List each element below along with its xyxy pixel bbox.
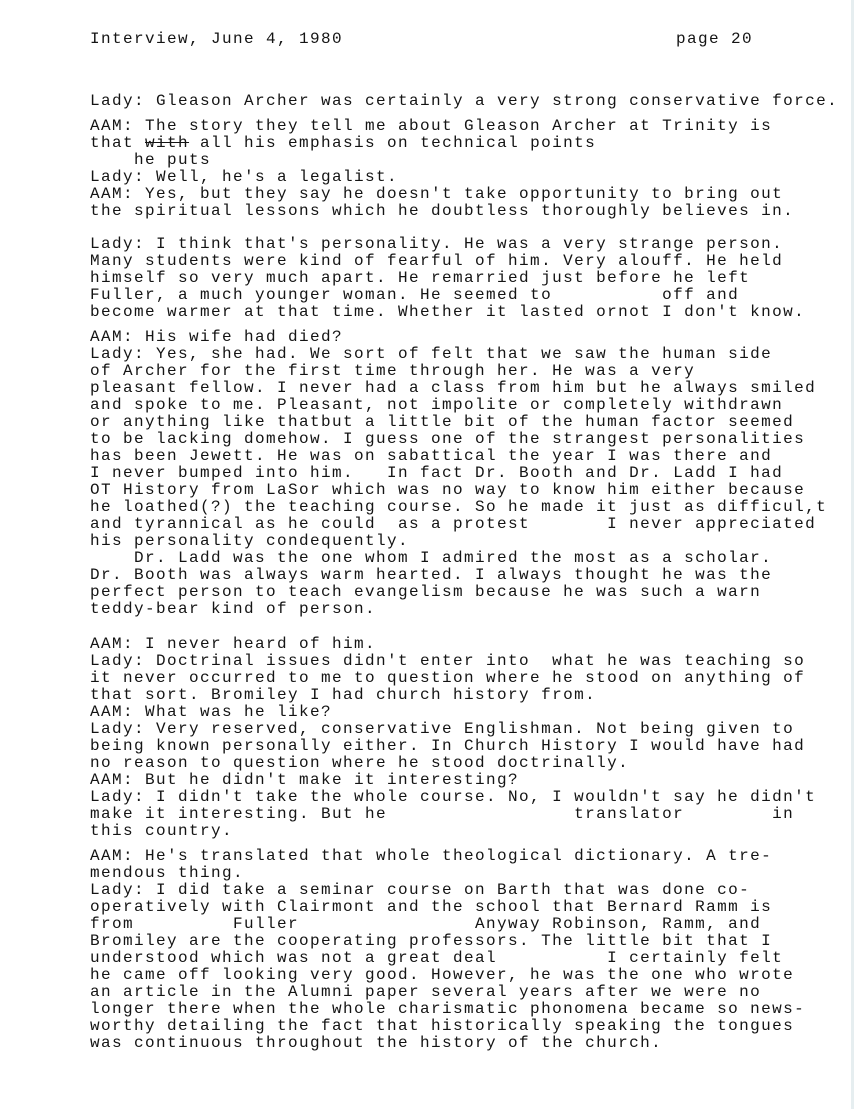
text-line: worthy detailing the fact that historically speaking the tongues [90, 1017, 795, 1035]
text-line [90, 135, 794, 152]
text-line: AAM: The story they tell me about Gleason Archer at Trinity is [90, 117, 773, 135]
paragraph-dictionary [90, 848, 805, 1052]
text-line: the spiritual lessons which he doubtless thoroughly believes in. [90, 202, 795, 220]
text-line: Lady: Very reserved, conservative Englishman. Not being given to [90, 720, 795, 738]
text-line: teddy-bear kind of person. [90, 600, 377, 618]
text-line: AAM: He's translated that whole theological dictionary. A tre- [90, 847, 773, 865]
text-line: has been Jewett. He was on sabattical the year I was there and [90, 447, 773, 465]
text-line: AAM: Yes, but they say he doesn't take opportunity to bring out [90, 185, 784, 203]
text-line: Dr. Booth was always warm hearted. I always thought he was the [90, 566, 773, 584]
text-line: operatively with Clairmont and the school that Bernard Ramm is [90, 898, 773, 916]
text-line: from Fuller Anyway Robinson, Ramm, and [90, 915, 762, 933]
text-line: OT History from LaSor which was no way to know him either because [90, 481, 806, 499]
text-line: his personality condequently. [90, 532, 410, 550]
paragraph-personality [90, 236, 805, 321]
page-number: page 20 [676, 30, 754, 48]
text-line: to be lacking domehow. I guess one of the strangest personalities [90, 430, 806, 448]
text-line: this country. [90, 822, 234, 840]
text-line: make it interesting. But he translator in [90, 805, 795, 823]
text-span: that [90, 134, 146, 152]
text-line: I never bumped into him. In fact Dr. Booth and Dr. Ladd I had [90, 464, 784, 482]
text-span: all his emphasis on technical points [189, 134, 597, 152]
text-line: understood which was not a great deal I certainly felt [90, 949, 784, 967]
text-line: Many students were kind of fearful of him. Very alouff. He held [90, 252, 784, 270]
text-line: AAM: His wife had died? [90, 328, 344, 346]
text-line: AAM: But he didn't make it interesting? [90, 771, 520, 789]
paragraph-bromiley [90, 636, 816, 840]
text-line: AAM: What was he like? [90, 703, 333, 721]
text-line: perfect person to teach evangelism because he was such a warn [90, 583, 762, 601]
text-line: mendous thing. [90, 864, 245, 882]
text-line: and tyrannical as he could as a protest I never appreciated [90, 515, 817, 533]
text-line: Lady: Doctrinal issues didn't enter into what he was teaching so [90, 652, 806, 670]
text-line: longer there when the whole charismatic phonomena became so news- [90, 1000, 806, 1018]
document-title: Interview, June 4, 1980 [90, 30, 344, 48]
text-line: AAM: I never heard of him. [90, 635, 377, 653]
text-line: he came off looking very good. However, he was the one who wrote [90, 966, 795, 984]
text-line: no reason to question where he stood doctrinally. [90, 754, 630, 772]
text-line: and spoke to me. Pleasant, not impolite or completely withdrawn [90, 396, 784, 414]
paragraph-wife [90, 329, 827, 618]
text-line: Fuller, a much younger woman. He seemed to off and [90, 286, 740, 304]
paragraph-story [90, 118, 794, 220]
text-line: Lady: I think that's personality. He was a very strange person. [90, 235, 784, 253]
text-line: Lady: I did take a seminar course on Barth that was done co- [90, 881, 751, 899]
text-line: that sort. Bromiley I had church history from. [90, 686, 597, 704]
text-line: he puts [90, 151, 212, 169]
text-line: being known personally either. In Church History I would have had [90, 737, 806, 755]
text-line: an article in the Alumni paper several years after we were no [90, 983, 762, 1001]
text-line: it never occurred to me to question where he stood on anything of [90, 669, 806, 687]
struck-text: with [145, 134, 190, 152]
text-line: Lady: Yes, she had. We sort of felt that we saw the human side [90, 345, 773, 363]
text-line: Lady: I didn't take the whole course. No, I wouldn't say he didn't [90, 788, 817, 806]
text-line: Lady: Well, he's a legalist. [90, 168, 399, 186]
paragraph-gleason: Lady: Gleason Archer was certainly a very strong conservative force. [90, 92, 839, 110]
text-line: Bromiley are the cooperating professors. The little bit that I [90, 932, 773, 950]
text-line: he loathed(?) the teaching course. So he made it just as difficul,t [90, 498, 828, 516]
text-line: of Archer for the first time through her. He was a very [90, 362, 696, 380]
text-line: was continuous throughout the history of the church. [90, 1034, 663, 1052]
text-line: pleasant fellow. I never had a class from him but he always smiled [90, 379, 817, 397]
text-line: himself so very much apart. He remarried just before he left [90, 269, 751, 287]
text-line: become warmer at that time. Whether it lasted ornot I don't know. [90, 303, 806, 321]
text-line: or anything like thatbut a little bit of the human factor seemed [90, 413, 795, 431]
text-line: Dr. Ladd was the one whom I admired the most as a scholar. [90, 549, 773, 567]
